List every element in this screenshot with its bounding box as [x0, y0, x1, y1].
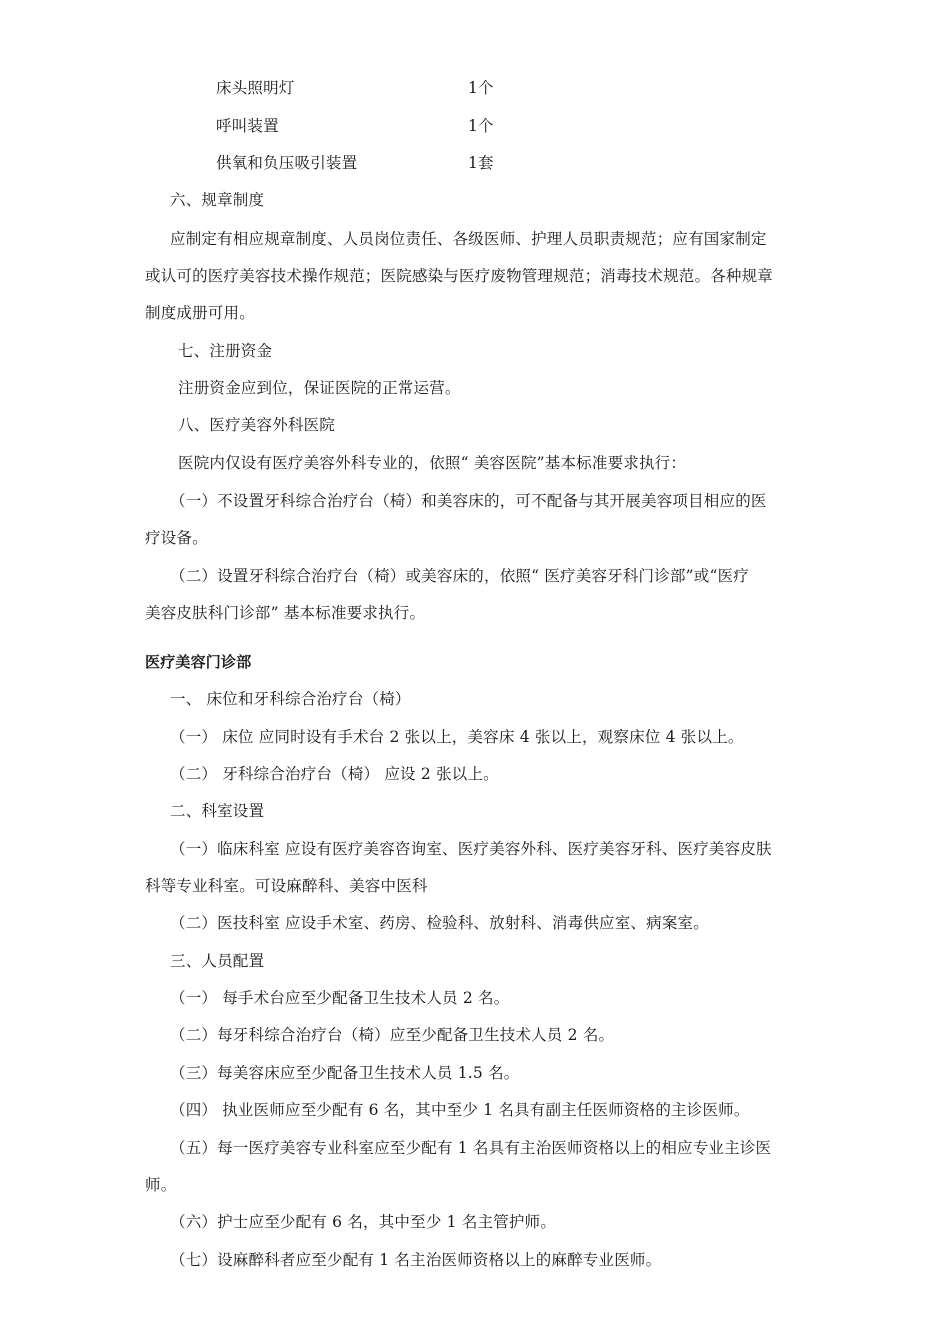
paragraph-line: （一） 每手术台应至少配备卫生技术人员 2 名。	[170, 989, 510, 1007]
section-heading: 六、规章制度	[170, 191, 265, 209]
section-heading: 一、 床位和牙科综合治疗台（椅）	[170, 690, 411, 708]
section-heading: 八、医疗美容外科医院	[178, 416, 336, 434]
equipment-quantity: 1套	[468, 154, 494, 172]
section-heading: 七、注册资金	[178, 342, 273, 360]
paragraph-line: （一） 床位 应同时设有手术台 2 张以上，美容床 4 张以上，观察床位 4 张以上。	[170, 728, 744, 746]
paragraph-line: （三）每美容床应至少配备卫生技术人员 1.5 名。	[170, 1064, 520, 1082]
paragraph-line: 科等专业科室。可设麻醉科、美容中医科	[145, 877, 428, 895]
section-heading: 三、人员配置	[170, 952, 265, 970]
paragraph-line: 制度成册可用。	[145, 304, 255, 322]
document-heading: 医疗美容门诊部	[145, 653, 252, 671]
paragraph-line: 美容皮肤科门诊部” 基本标准要求执行。	[145, 604, 426, 622]
equipment-name: 供氧和负压吸引装置	[216, 154, 358, 172]
paragraph-line: （四） 执业医师应至少配有 6 名，其中至少 1 名具有副主任医师资格的主诊医师。	[170, 1101, 750, 1119]
paragraph-line: 应制定有相应规章制度、人员岗位责任、各级医师、护理人员职责规范；应有国家制定	[170, 230, 767, 248]
paragraph-line: （七）设麻醉科者应至少配有 1 名主治医师资格以上的麻醉专业医师。	[170, 1251, 662, 1269]
paragraph-line: 医院内仅设有医疗美容外科专业的，依照“ 美容医院”基本标准要求执行：	[178, 454, 687, 472]
paragraph-line: （一）不设置牙科综合治疗台（椅）和美容床的，可不配备与其开展美容项目相应的医	[170, 492, 767, 510]
paragraph-line: （二）设置牙科综合治疗台（椅）或美容床的，依照“ 医疗美容牙科门诊部”或“医疗	[170, 567, 750, 585]
paragraph-line: （二） 牙科综合治疗台（椅） 应设 2 张以上。	[170, 765, 499, 783]
equipment-quantity: 1个	[468, 117, 494, 135]
paragraph-line: 疗设备。	[145, 529, 208, 547]
paragraph-line: 注册资金应到位，保证医院的正常运营。	[178, 379, 461, 397]
paragraph-line: （六）护士应至少配有 6 名，其中至少 1 名主管护师。	[170, 1213, 557, 1231]
paragraph-line: （二）每牙科综合治疗台（椅）应至少配备卫生技术人员 2 名。	[170, 1026, 615, 1044]
equipment-name: 床头照明灯	[216, 79, 295, 97]
paragraph-line: 师。	[145, 1176, 177, 1194]
paragraph-line: （二）医技科室 应设手术室、药房、检验科、放射科、消毒供应室、病案室。	[170, 914, 709, 932]
paragraph-line: （一）临床科室 应设有医疗美容咨询室、医疗美容外科、医疗美容牙科、医疗美容皮肤	[170, 840, 772, 858]
paragraph-line: （五）每一医疗美容专业科室应至少配有 1 名具有主治医师资格以上的相应专业主诊医	[170, 1139, 772, 1157]
paragraph-line: 或认可的医疗美容技术操作规范；医院感染与医疗废物管理规范；消毒技术规范。各种规章	[145, 267, 774, 285]
equipment-quantity: 1个	[468, 79, 494, 97]
section-heading: 二、科室设置	[170, 802, 265, 820]
equipment-name: 呼叫装置	[216, 117, 279, 135]
